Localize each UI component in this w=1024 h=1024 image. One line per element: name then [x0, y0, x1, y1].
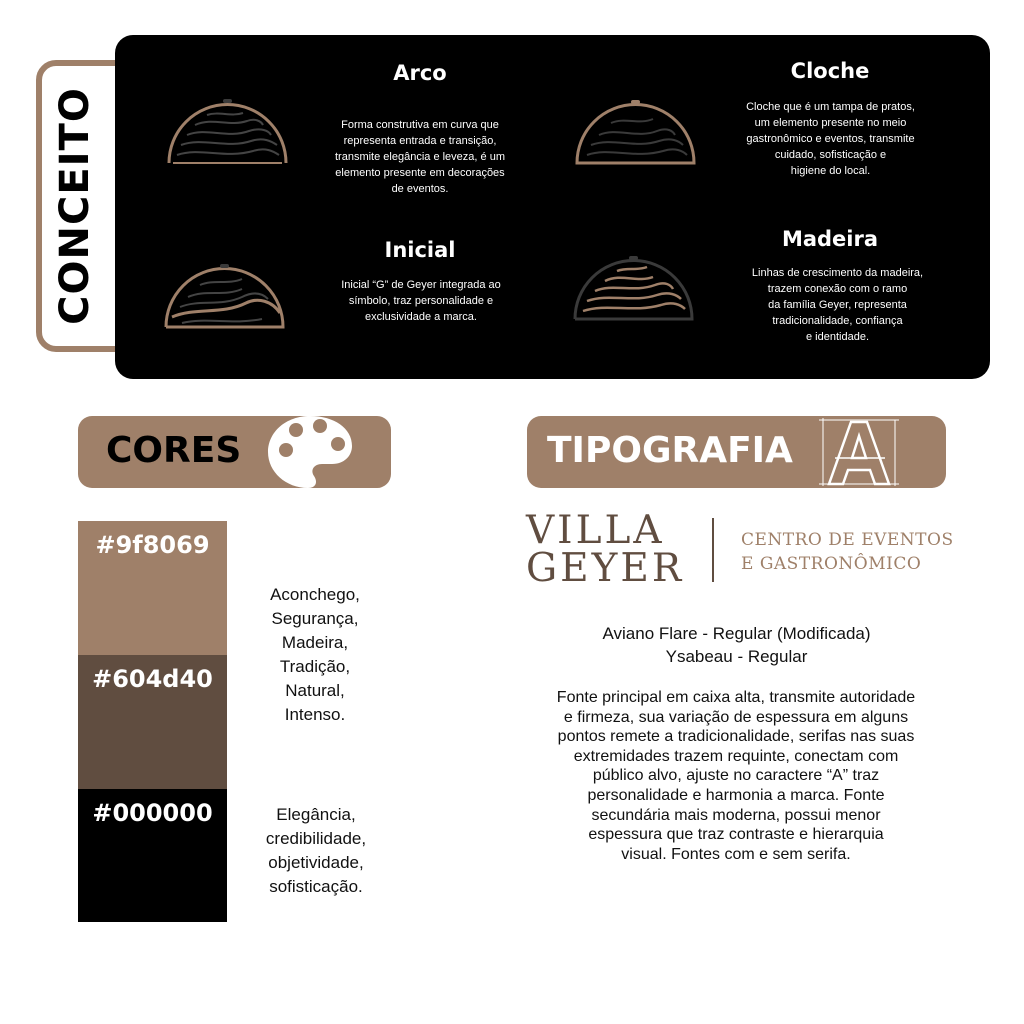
font-names: [527, 622, 946, 668]
logo-wordmark: [526, 508, 685, 591]
logo-line2: GEYER: [526, 546, 685, 591]
color-meaning-primary: Aconchego, Segurança, Madeira, Tradição, Natural, Intenso.: [270, 585, 360, 724]
logo-tagline1: CENTRO DE EVENTOS: [741, 530, 954, 550]
concept-title-arco: Arco: [393, 61, 447, 85]
concept-desc-cloche: Cloche que é um tampa de pratos, um elemento presente no meio gastronômico e eventos, transmite cuidado, sofisticação e higiene do local.: [746, 101, 915, 177]
font-primary-name: Aviano Flare - Regular (Modificada): [602, 624, 871, 643]
logo-tagline2: E GASTRONÔMICO: [741, 554, 922, 574]
wood-emblem-icon: [571, 255, 696, 325]
concept-panel: [115, 35, 990, 379]
typography-description: Fonte principal em caixa alta, transmite autoridade e firmeza, sua variação de espessura em alguns pontos remete a tradicionalidade, serifas nas suas extremidades trazem requinte, conectam com público alvo, ajuste no caractere “A” traz personalidade e harmonia a marca. Fonte secundária mais moderna, possui menor espessura que traz contraste e hierarquia visual. Fontes com e sem serifa.: [556, 689, 916, 863]
swatch-primary-code: #9f8069: [95, 531, 210, 559]
swatch-secondary-code: #604d40: [92, 665, 213, 693]
font-secondary-name: Ysabeau - Regular: [665, 647, 808, 666]
concept-title-inicial: Inicial: [384, 238, 456, 262]
letter-a-grid-icon: [815, 414, 903, 490]
swatch-primary: [78, 521, 227, 655]
concept-desc-inicial: Inicial “G” de Geyer integrada ao símbolo, traz personalidade e exclusividade a marca.: [341, 279, 501, 323]
conceito-title: CONCEITO: [52, 87, 98, 325]
initial-g-emblem-icon: [162, 263, 287, 333]
concept-desc-arco: Forma construtiva em curva que representa entrada e transição, transmite elegância e leveza, é um elemento presente em decorações de eventos.: [335, 119, 505, 195]
concept-desc-madeira: Linhas de crescimento da madeira, trazem conexão com o ramo da família Geyer, representa tradicionalidade, confiança e identidade.: [751, 267, 924, 343]
concept-title-cloche: Cloche: [790, 59, 870, 83]
cloche-emblem-icon: [573, 99, 698, 169]
logo-line1: VILLA: [526, 508, 665, 553]
color-meaning-black: Elegância, credibilidade, objetividade, sofisticação.: [265, 805, 367, 896]
swatch-secondary: [78, 655, 227, 789]
tipografia-title: TIPOGRAFIA: [547, 430, 793, 471]
arch-emblem-icon: [165, 97, 290, 169]
palette-icon: [264, 412, 356, 492]
conceito-label: [45, 60, 105, 352]
logo-divider: [712, 518, 714, 582]
swatch-black: [78, 789, 227, 922]
swatch-black-code: #000000: [92, 799, 213, 827]
concept-title-madeira: Madeira: [781, 227, 879, 251]
logo-tagline: [741, 528, 954, 576]
cores-title: CORES: [106, 430, 242, 471]
